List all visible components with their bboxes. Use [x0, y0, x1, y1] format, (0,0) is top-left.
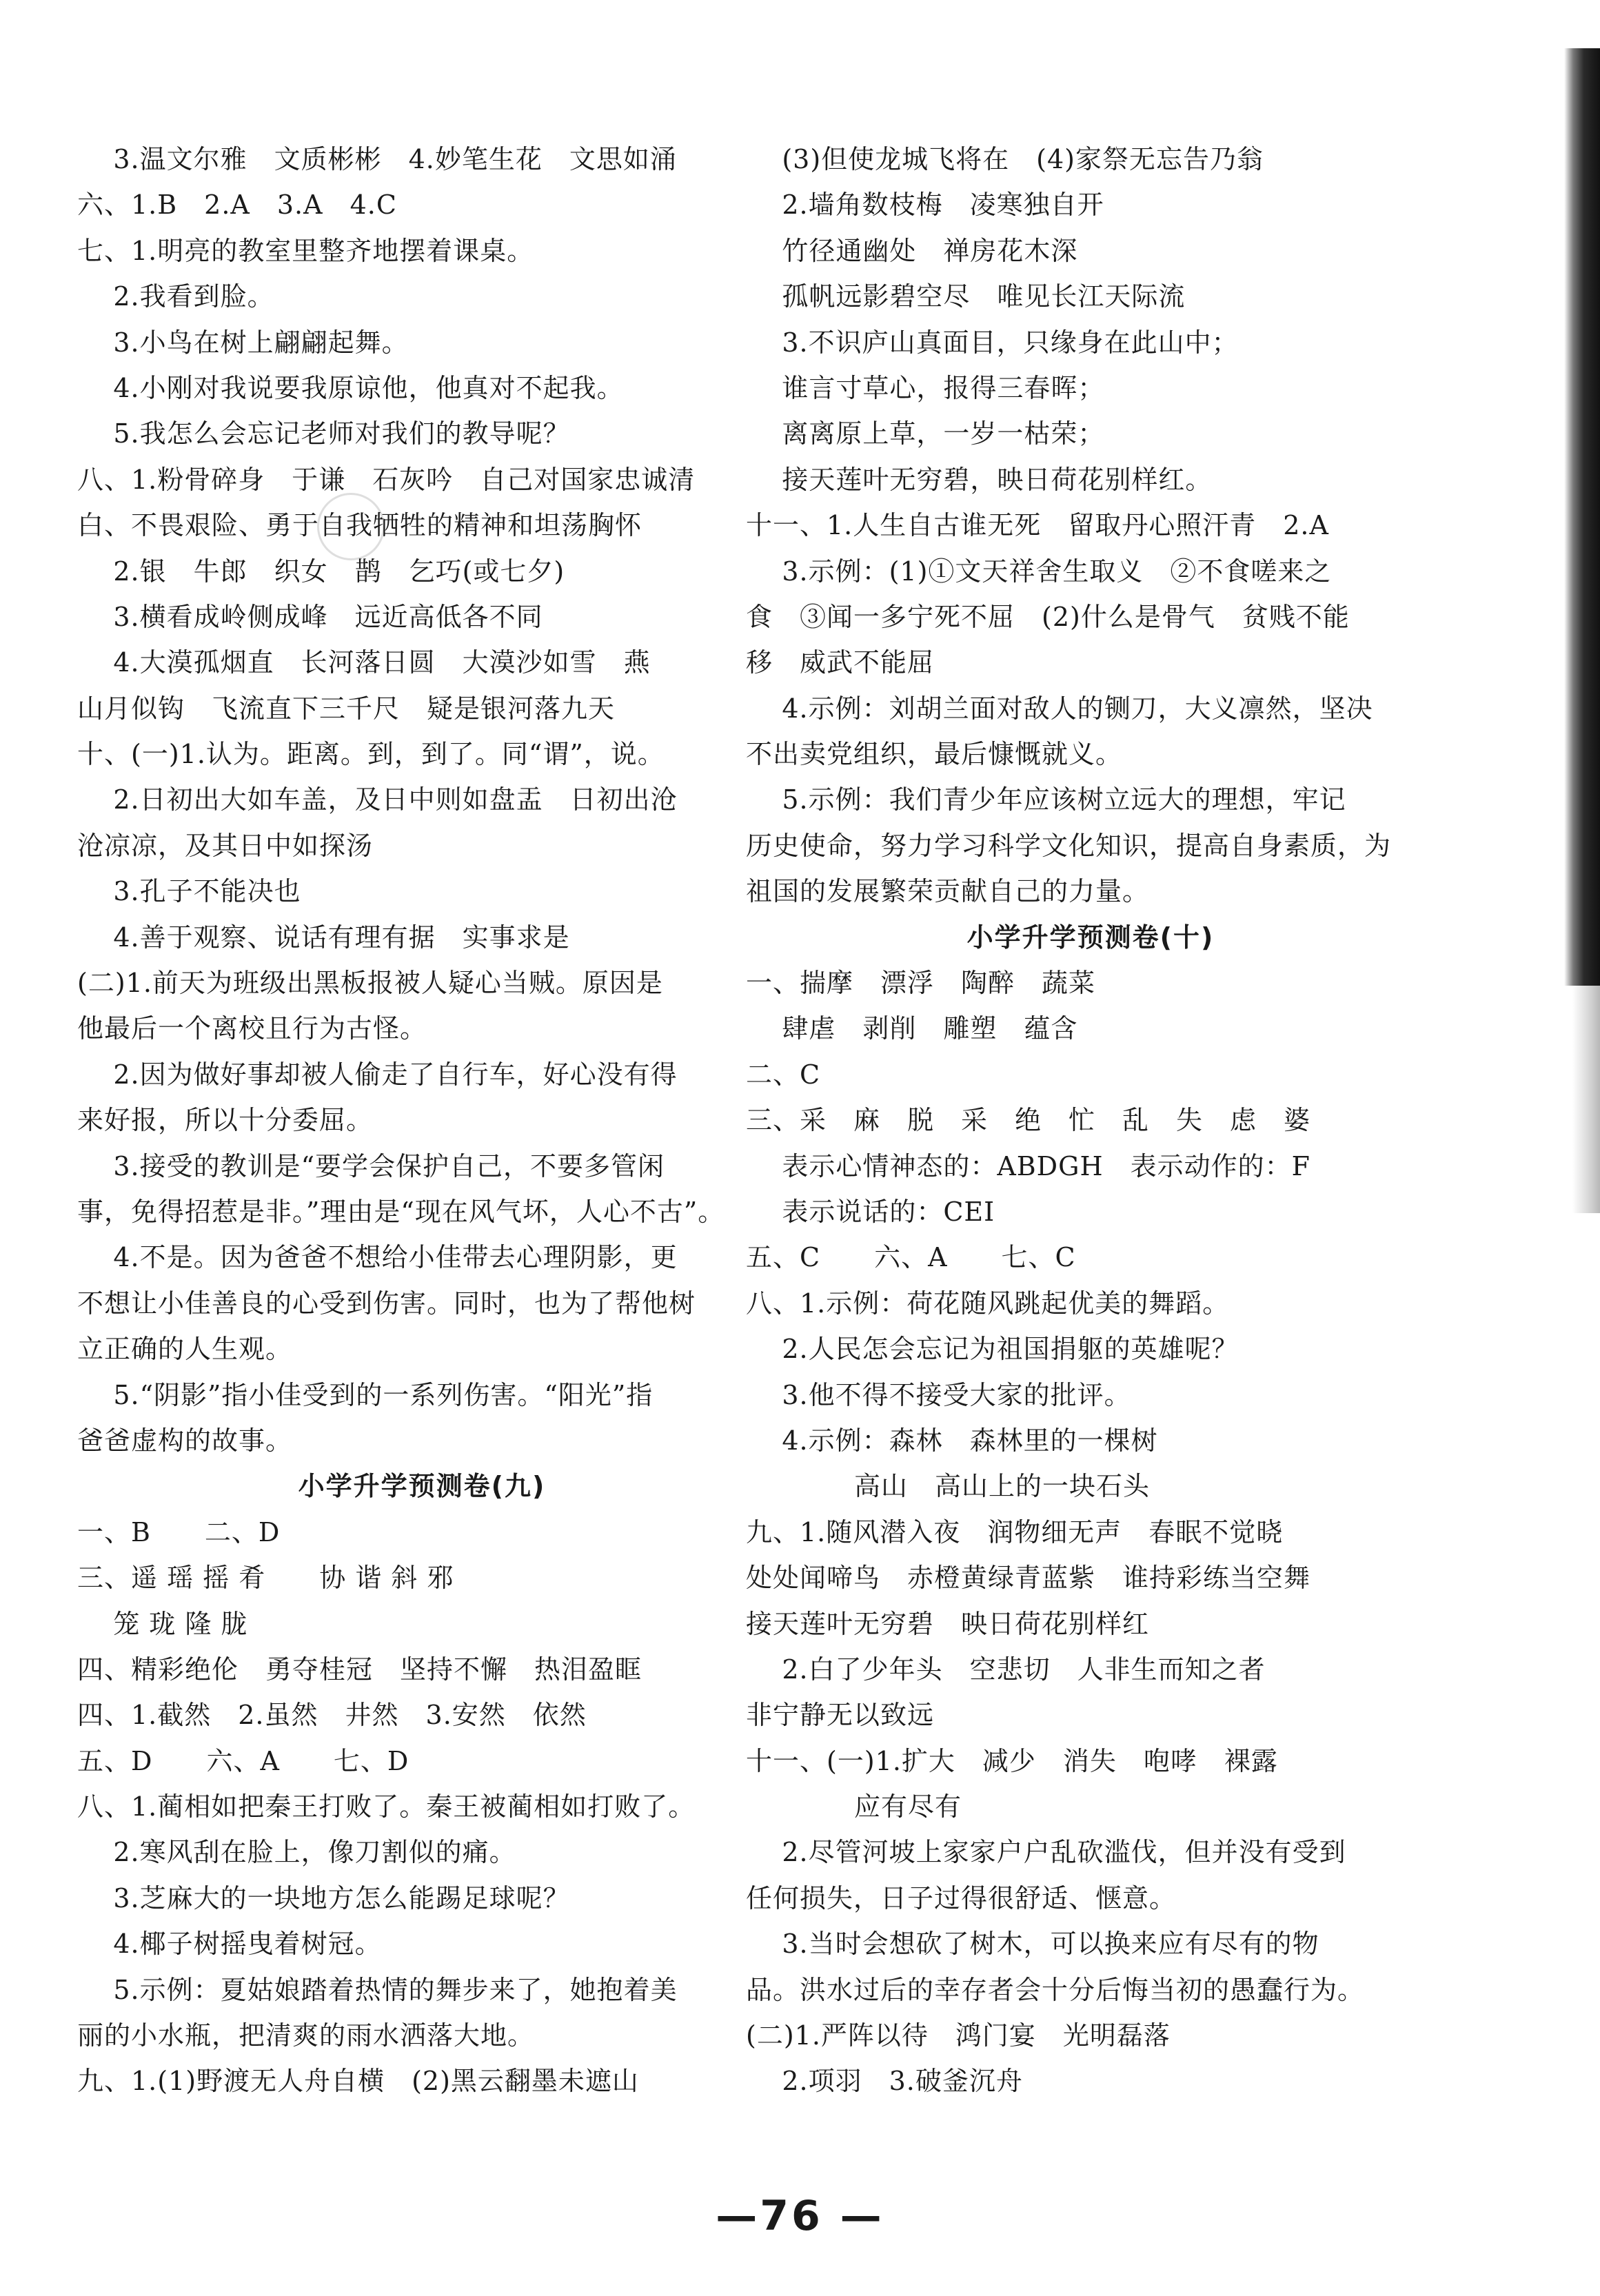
answer-line: 2.因为做好事却被人偷走了自行车，好心没有得 — [77, 1059, 678, 1090]
answer-line: 3.接受的教训是“要学会保护自己，不要多管闲 — [77, 1150, 665, 1181]
answer-line: 接天莲叶无穷碧 映日荷花别样红 — [746, 1608, 1150, 1639]
answer-line: 七、1.明亮的教室里整齐地摆着课桌。 — [77, 235, 534, 266]
answer-line: 五、D 六、A 七、D — [77, 1745, 409, 1776]
scan-edge-shadow-lower — [1572, 986, 1600, 1213]
section-heading: 小学升学预测卷(九) — [298, 1471, 546, 1502]
answer-line: 3.小鸟在树上翩翩起舞。 — [77, 327, 409, 358]
answer-line: 2.白了少年头 空悲切 人非生而知之者 — [746, 1654, 1266, 1685]
answer-line: 不出卖党组织，最后慷慨就义。 — [746, 739, 1123, 770]
answer-line: 应有尽有 — [746, 1791, 962, 1822]
answer-line: 八、1.粉骨碎身 于谦 石灰吟 自己对国家忠诚清 — [77, 464, 696, 495]
answer-line: 一、B 二、D — [77, 1516, 281, 1547]
answer-line: 3.芝麻大的一块地方怎么能踢足球呢？ — [77, 1882, 570, 1913]
answer-line: 八、1.蔺相如把秦王打败了。秦王被蔺相如打败了。 — [77, 1791, 696, 1822]
answer-line: 立正确的人生观。 — [77, 1334, 293, 1365]
answer-line: 二、C — [746, 1059, 821, 1090]
answer-line: 离离原上草，一岁一枯荣； — [746, 418, 1105, 449]
answer-line: 事，免得招惹是非。”理由是“现在风气坏，人心不古”。 — [77, 1196, 725, 1227]
answer-line: 3.孔子不能决也 — [77, 876, 301, 907]
answer-line: 2.日初出大如车盖，及日中则如盘盂 日初出沧 — [77, 784, 678, 815]
answer-line: 2.墙角数枝梅 凌寒独自开 — [746, 190, 1104, 221]
answer-line: 2.我看到脸。 — [77, 281, 274, 312]
answer-line: (二)1.前天为班级出黑板报被人疑心当贼。原因是 — [77, 968, 663, 999]
answer-line: 九、1.随风潜入夜 润物细无声 春眠不觉晓 — [746, 1516, 1284, 1547]
answer-line: 2.寒风刮在脸上，像刀割似的痛。 — [77, 1837, 516, 1868]
answer-line: 4.示例：森林 森林里的一棵树 — [746, 1425, 1158, 1456]
answer-line: 3.他不得不接受大家的批评。 — [746, 1379, 1131, 1410]
answer-line: (二)1.严阵以待 鸿门宴 光明磊落 — [746, 2020, 1171, 2051]
answer-line: 十、(一)1.认为。距离。到，到了。同“谓”，说。 — [77, 739, 665, 770]
answer-line: 四、1.截然 2.虽然 井然 3.安然 依然 — [77, 1700, 587, 1731]
answer-line: 一、揣摩 漂浮 陶醉 蔬菜 — [746, 968, 1096, 999]
answer-line: 八、1.示例：荷花随风跳起优美的舞蹈。 — [746, 1288, 1230, 1319]
scan-edge-shadow — [1564, 48, 1600, 986]
answer-line: 不想让小佳善良的心受到伤害。同时，也为了帮他树 — [77, 1288, 696, 1319]
answer-line: 接天莲叶无穷碧，映日荷花别样红。 — [746, 464, 1213, 495]
answer-line: 白、不畏艰险、勇于自我牺牲的精神和坦荡胸怀 — [77, 510, 642, 541]
answer-line: 品。洪水过后的幸存者会十分后悔当初的愚蠢行为。 — [746, 1974, 1365, 2005]
answer-line: 任何损失，日子过得很舒适、惬意。 — [746, 1882, 1177, 1913]
answer-line: 2.人民怎会忘记为祖国捐躯的英雄呢？ — [746, 1334, 1239, 1365]
answer-line: 肆虐 剥削 雕塑 蕴含 — [746, 1013, 1078, 1044]
answer-line: 三、采 麻 脱 采 绝 忙 乱 失 虑 婆 — [746, 1105, 1311, 1136]
answer-line: 九、1.(1)野渡无人舟自横 (2)黑云翻墨未遮山 — [77, 2066, 639, 2097]
answer-line: 4.椰子树摇曳着树冠。 — [77, 1929, 382, 1960]
answer-line: 4.小刚对我说要我原谅他，他真对不起我。 — [77, 372, 624, 403]
answer-line: 5.示例：我们青少年应该树立远大的理想，牢记 — [746, 784, 1346, 815]
answer-line: 历史使命，努力学习科学文化知识，提高自身素质，为 — [746, 830, 1392, 861]
answer-line: 爸爸虚构的故事。 — [77, 1425, 293, 1456]
answer-line: 2.项羽 3.破釜沉舟 — [746, 2066, 1023, 2097]
section-heading: 小学升学预测卷(十) — [966, 922, 1215, 953]
answer-line: 表示说话的：CEI — [746, 1196, 995, 1227]
answer-line: 山月似钩 飞流直下三千尺 疑是银河落九天 — [77, 693, 616, 724]
answer-line: 四、精彩绝伦 勇夺桂冠 坚持不懈 热泪盈眶 — [77, 1654, 642, 1685]
answer-line: 竹径通幽处 禅房花木深 — [746, 235, 1078, 266]
answer-line: 2.尽管河坡上家家户户乱砍滥伐，但并没有受到 — [746, 1837, 1346, 1868]
answer-line: 三、遥 瑶 摇 肴 协 谐 斜 邪 — [77, 1563, 454, 1594]
answer-line: 祖国的发展繁荣贡献自己的力量。 — [746, 876, 1150, 907]
answer-line: 他最后一个离校且行为古怪。 — [77, 1013, 427, 1044]
left-column — [77, 136, 767, 2104]
answer-line: 孤帆远影碧空尽 唯见长江天际流 — [746, 281, 1186, 312]
page-number: —76 — — [716, 2192, 884, 2240]
answer-line: 高山 高山上的一块石头 — [746, 1471, 1150, 1502]
answer-line: (3)但使龙城飞将在 (4)家祭无忘告乃翁 — [746, 144, 1264, 174]
answer-line: 笼 珑 隆 胧 — [77, 1608, 248, 1639]
answer-line: 谁言寸草心，报得三春晖； — [746, 372, 1105, 403]
answer-line: 5.示例：夏姑娘踏着热情的舞步来了，她抱着美 — [77, 1974, 678, 2005]
answer-line: 4.示例：刘胡兰面对敌人的铡刀，大义凛然，坚决 — [746, 693, 1373, 724]
answer-line: 3.当时会想砍了树木，可以换来应有尽有的物 — [746, 1929, 1319, 1960]
answer-line: 六、1.B 2.A 3.A 4.C — [77, 190, 397, 221]
answer-line: 3.不识庐山真面目，只缘身在此山中； — [746, 327, 1239, 358]
answer-line: 十一、(一)1.扩大 减少 消失 咆哮 裸露 — [746, 1745, 1278, 1776]
answer-line: 4.大漠孤烟直 长河落日圆 大漠沙如雪 燕 — [77, 647, 651, 678]
answer-line: 4.善于观察、说话有理有据 实事求是 — [77, 922, 570, 953]
answer-line: 来好报，所以十分委屈。 — [77, 1105, 374, 1136]
answer-line: 移 威武不能屈 — [746, 647, 935, 678]
answer-line: 3.示例：(1)①文天祥舍生取义 ②不食嗟来之 — [746, 556, 1332, 587]
answer-line: 沧凉凉，及其日中如探汤 — [77, 830, 374, 861]
answer-line: 十一、1.人生自古谁无死 留取丹心照汗青 2.A — [746, 510, 1329, 541]
answer-line: 五、C 六、A 七、C — [746, 1242, 1076, 1273]
answer-line: 食 ③闻一多宁死不屈 (2)什么是骨气 贫贱不能 — [746, 601, 1350, 632]
answer-line: 3.横看成岭侧成峰 远近高低各不同 — [77, 601, 543, 632]
answer-line: 4.不是。因为爸爸不想给小佳带去心理阴影，更 — [77, 1242, 678, 1273]
answer-line: 处处闻啼鸟 赤橙黄绿青蓝紫 谁持彩练当空舞 — [746, 1563, 1311, 1594]
answer-line: 非宁静无以致远 — [746, 1700, 935, 1731]
answer-line: 2.银 牛郎 织女 鹊 乞巧(或七夕) — [77, 556, 565, 587]
answer-line: 丽的小水瓶，把清爽的雨水洒落大地。 — [77, 2020, 535, 2051]
answer-line: 5.“阴影”指小佳受到的一系列伤害。“阳光”指 — [77, 1379, 654, 1410]
right-column — [746, 136, 1435, 2104]
answer-line: 表示心情神态的：ABDGH 表示动作的：F — [746, 1150, 1311, 1181]
answer-line: 5.我怎么会忘记老师对我们的教导呢？ — [77, 418, 570, 449]
answer-line: 3.温文尔雅 文质彬彬 4.妙笔生花 文思如涌 — [77, 144, 677, 174]
